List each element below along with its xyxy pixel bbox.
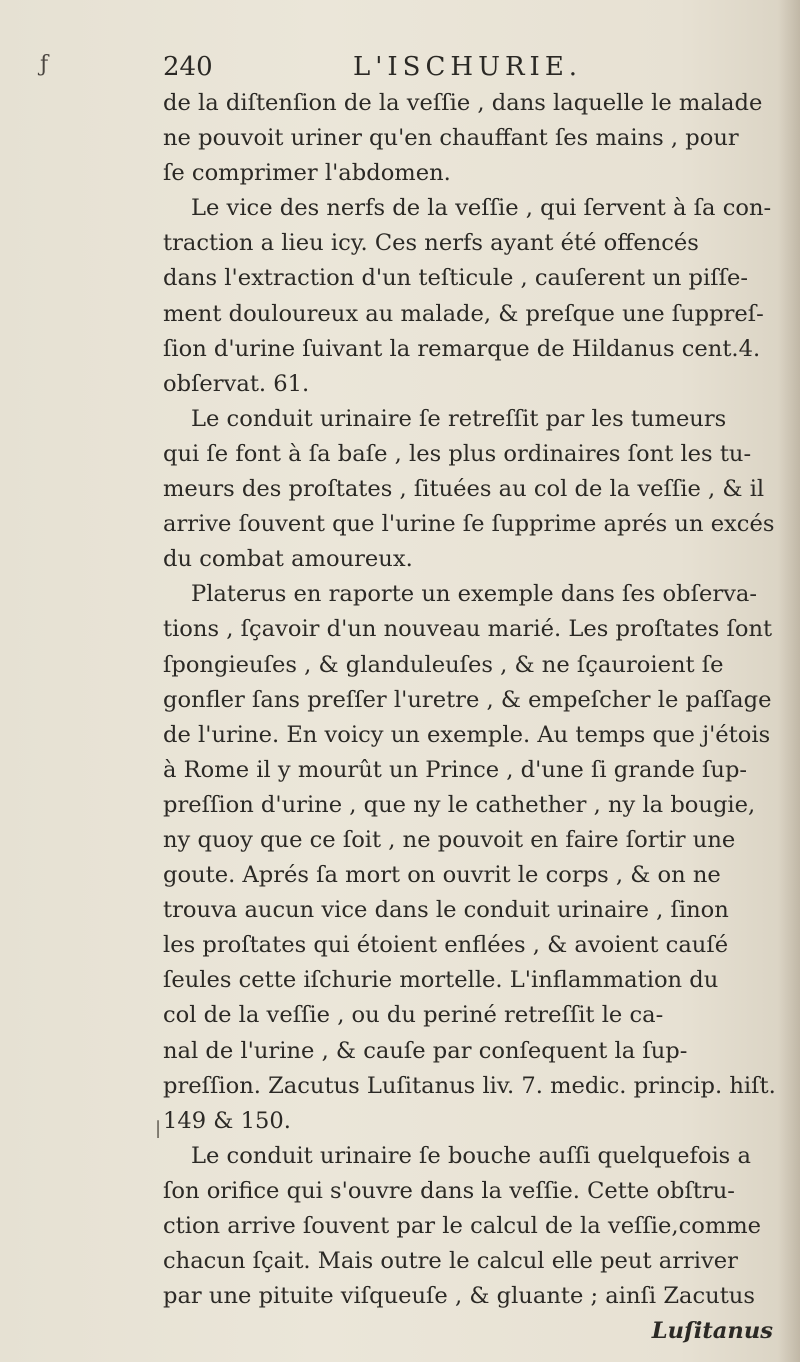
text-line: ſpongieuſes , & glanduleuſes , & ne ſçauroient ſe	[163, 651, 724, 678]
text-line: tions , ſçavoir d'un nouveau marié. Les proſtates ſont	[163, 616, 773, 643]
text-line: nal de l'urine , & cauſe par conſequent la ſup-	[163, 1037, 688, 1064]
text-line: dans l'extraction d'un teſticule , cauſerent un piſſe-	[163, 265, 748, 292]
text-line: arrive ſouvent que l'urine ſe ſupprime aprés un excés	[163, 511, 775, 538]
text-line: ction arrive ſouvent par le calcul de la veſſie,comme	[163, 1213, 762, 1239]
text-line: du combat amoureux.	[163, 546, 413, 573]
text-line: ſon orifice qui s'ouvre dans la veſſie. Cette obſtru-	[163, 1177, 735, 1204]
body-text	[163, 86, 783, 1349]
text-line: 149 & 150.	[163, 1107, 291, 1134]
page-number: 240	[163, 52, 213, 82]
text-line: de l'urine. En voicy un exemple. Au temps que j'étois	[163, 721, 771, 748]
text-line: goute. Aprés ſa mort on ouvrit le corps , & on ne	[163, 862, 721, 889]
text-line: Platerus en raporte un exemple dans ſes obſerva-	[191, 581, 758, 608]
running-head: L'ISCHURIE.	[353, 52, 583, 82]
text-line: Le vice des nerfs de la veſſie , qui ſervent à ſa con-	[191, 195, 772, 222]
text-line: traction a lieu icy. Ces nerfs ayant été offencés	[163, 230, 699, 257]
text-line: gonfler ſans preſſer l'uretre , & empeſcher le paſſage	[163, 686, 772, 713]
text-line: trouva aucun vice dans le conduit urinaire , ſinon	[163, 897, 729, 924]
text-line: obſervat. 61.	[163, 370, 310, 397]
text-line: meurs des proſtates , ſituées au col de la veſſie , & il	[163, 476, 765, 503]
text-line: ſe comprimer l'abdomen.	[163, 160, 451, 187]
text-line: chacun ſçait. Mais outre le calcul elle peut arriver	[163, 1248, 738, 1275]
text-line: ment douloureux au malade, & preſque une ſuppreſ-	[163, 300, 764, 327]
text-line: à Rome il y mourût un Prince , d'une ſi grande ſup-	[163, 756, 748, 783]
text-line: ny quoy que ce ſoit , ne pouvoit en faire ſortir une	[163, 826, 736, 853]
text-line: de la diſtenſion de la veſſie , dans laquelle le malade	[163, 90, 763, 116]
margin-ink-mark: ƒ	[40, 52, 49, 77]
text-line: ſeules cette iſchurie mortelle. L'inflammation du	[163, 967, 719, 994]
text-line: preſſion d'urine , que ny le cathether , ny la bougie,	[163, 791, 756, 818]
text-line: qui ſe font à ſa baſe , les plus ordinaires ſont les tu-	[163, 440, 752, 467]
text-line: les proſtates qui étoient enflées , & avoient cauſé	[163, 932, 729, 959]
stray-ink-mark: |	[155, 1118, 162, 1139]
text-line: Le conduit urinaire ſe bouche auſſi quelquefois a	[191, 1142, 751, 1169]
text-line: par une pituite viſqueuſe , & gluante ; ainſi Zacutus	[163, 1283, 755, 1310]
text-line: ne pouvoit uriner qu'en chauffant ſes mains , pour	[163, 125, 739, 152]
catchword: Luſitanus	[651, 1318, 773, 1345]
text-line: ſion d'urine ſuivant la remarque de Hildanus cent.4.	[163, 335, 761, 362]
text-line: col de la veſſie , ou du periné retreſſit le ca-	[163, 1002, 664, 1029]
text-line: preſſion. Zacutus Luſitanus liv. 7. medic. princip. hiſt.	[163, 1072, 776, 1099]
text-line: Le conduit urinaire ſe retreſſit par les tumeurs	[191, 405, 727, 432]
